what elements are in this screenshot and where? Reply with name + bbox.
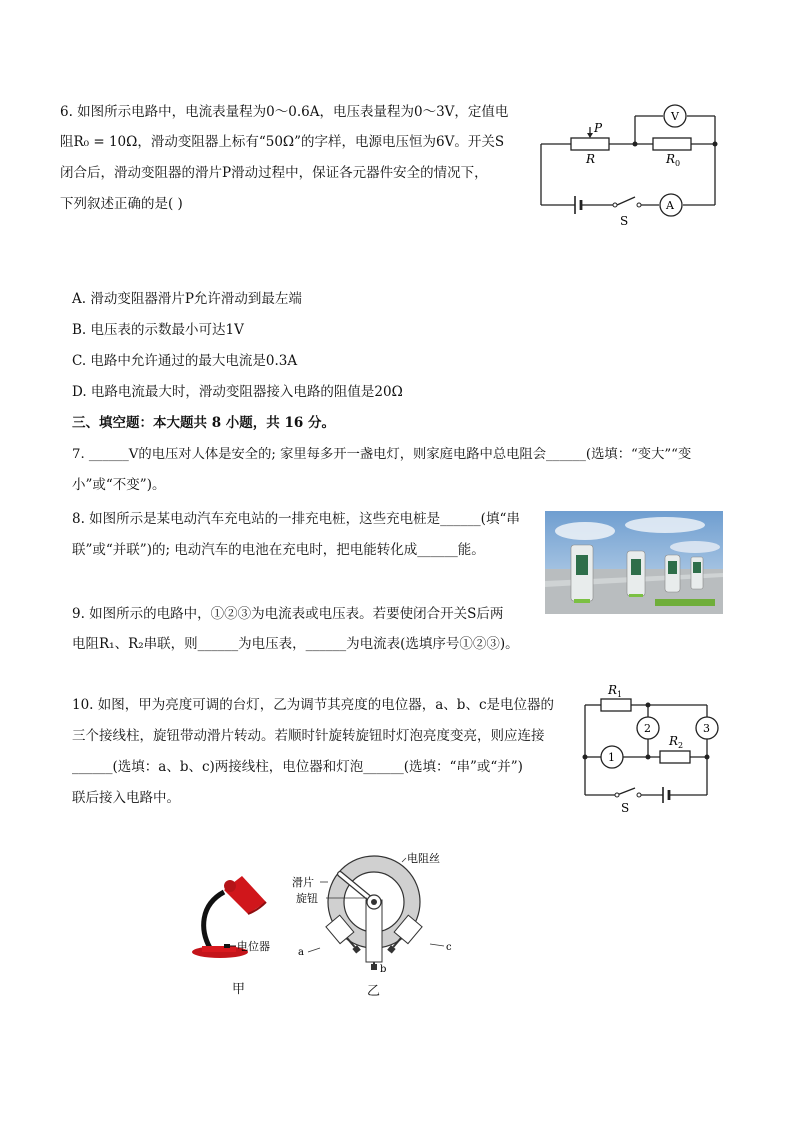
q9-r2-label: R xyxy=(669,734,679,748)
q10-line-2: 三个接线柱，旋钮带动滑片转动。若顺时针旋转旋钮时灯泡亮度变亮，则应连接 xyxy=(72,728,545,744)
q6-option-c: C. 电路中允许通过的最大电流是0.3A xyxy=(72,353,298,369)
q6-voltmeter-label: V xyxy=(671,110,679,123)
q6-line-3: 闭合后，滑动变阻器的滑片P滑动过程中，保证各元器件安全的情况下， xyxy=(60,165,488,181)
q10-line-1: 10. 如图，甲为亮度可调的台灯，乙为调节其亮度的电位器，a、b、c是电位器的 xyxy=(72,697,555,713)
q6-option-a: A. 滑动变阻器滑片P允许滑动到最左端 xyxy=(72,291,302,307)
q9-line-2: 电阻R₁、R₂串联，则______为电压表，______为电流表(选填序号①②③)。 xyxy=(72,636,519,652)
q9-meter-3: 3 xyxy=(703,722,710,735)
q9-switch-label: S xyxy=(621,801,630,815)
q6-r-label: R xyxy=(586,152,596,166)
q6-option-b: B. 电压表的示数最小可达1V xyxy=(72,322,244,338)
q6-circuit-diagram xyxy=(535,100,725,230)
q6-slider-label: P xyxy=(594,121,603,135)
q6-switch-label: S xyxy=(620,214,629,228)
q7-line-1: 7. ______V的电压对人体是安全的; 家里每多开一盏电灯，则家庭电路中总电阻会______(选填：“变大”“变 xyxy=(72,447,692,462)
charging-station-photo xyxy=(545,511,723,614)
q6-ammeter-label: A xyxy=(666,199,674,212)
q6-line-1: 6. 如图所示电路中，电流表量程为0～0.6A，电压表量程为0～3V，定值电 xyxy=(60,104,509,120)
q9-line-1: 9. 如图所示的电路中，①②③为电流表或电压表。若要使闭合开关S后两 xyxy=(72,606,504,622)
q8-line-2: 联”或“并联”)的; 电动汽车的电池在充电时，把电能转化成______能。 xyxy=(72,542,485,558)
q9-r1-sub: 1 xyxy=(617,690,623,699)
q6-option-d: D. 电路电流最大时，滑动变阻器接入电路的阻值是20Ω xyxy=(72,384,403,400)
q10-line-4: 联后接入电路中。 xyxy=(72,790,180,806)
lamp-potentiometer-label: 电位器 xyxy=(237,940,270,953)
resistance-wire-label: 电阻丝 xyxy=(407,852,440,865)
slider-label: 滑片 xyxy=(292,876,314,889)
q10-line-3: ______(选填：a、b、c)两接线柱，电位器和灯泡______(选填：“串”或“并”) xyxy=(72,759,523,775)
terminal-a-label: a xyxy=(298,947,304,958)
q9-meter-1: 1 xyxy=(608,751,615,764)
q9-circuit-diagram xyxy=(575,680,725,815)
q9-r2-sub: 2 xyxy=(678,741,684,750)
knob-label: 旋钮 xyxy=(296,892,318,905)
q6-line-4: 下列叙述正确的是( ) xyxy=(60,196,183,212)
potentiometer-diagram xyxy=(308,856,444,970)
section-3-heading: 三、填空题：本大题共 8 小题，共 16 分。 xyxy=(72,415,335,431)
caption-yi: 乙 xyxy=(367,984,381,999)
q10-figure xyxy=(180,840,480,1000)
q6-r0-label: R xyxy=(666,152,676,166)
terminal-b-label: b xyxy=(380,964,387,975)
q9-meter-2: 2 xyxy=(644,722,651,735)
q9-r1-label: R xyxy=(608,683,618,697)
caption-jia: 甲 xyxy=(232,982,246,997)
q8-line-1: 8. 如图所示是某电动汽车充电站的一排充电桩，这些充电桩是______(填“串 xyxy=(72,511,520,527)
q7-line-2: 小”或“不变”)。 xyxy=(72,477,166,493)
q6-line-2: 阻R₀ = 10Ω，滑动变阻器上标有“50Ω”的字样，电源电压恒为6V。开关S xyxy=(60,134,505,150)
q6-r0-sub: 0 xyxy=(675,159,681,168)
terminal-c-label: c xyxy=(446,942,452,953)
